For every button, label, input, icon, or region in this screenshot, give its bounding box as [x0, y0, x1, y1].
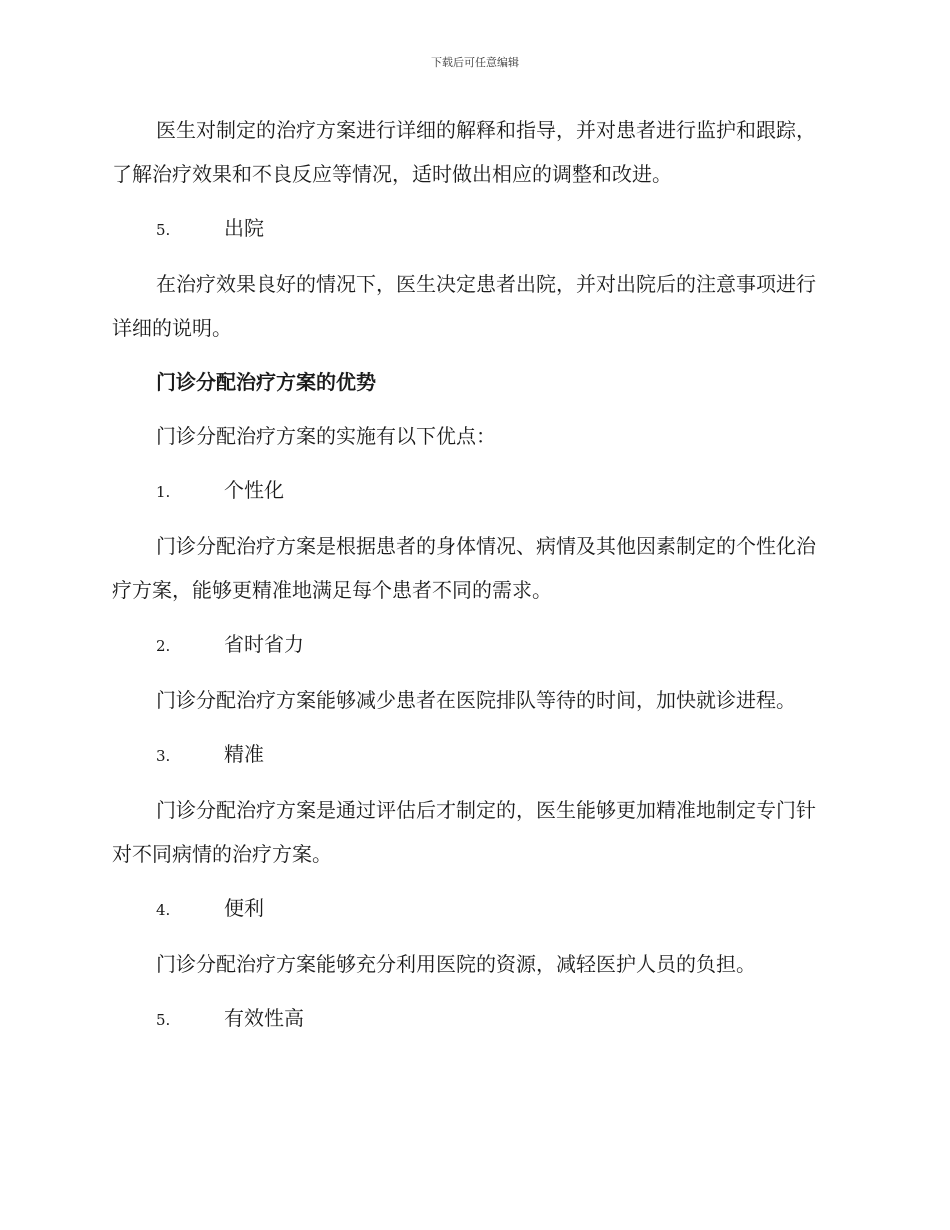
list-item-number: 3.	[156, 747, 171, 765]
list-item	[112, 206, 832, 252]
list-item-number: 2.	[156, 637, 171, 655]
list-item-label: 出院	[224, 216, 264, 240]
list-item	[112, 468, 832, 514]
paragraph: 门诊分配治疗方案是根据患者的身体情况、病情及其他因素制定的个性化治疗方案，能够更精准地满足每个患者不同的需求。	[112, 534, 816, 602]
section-heading: 门诊分配治疗方案的优势	[156, 370, 376, 394]
list-item-number: 5.	[156, 1011, 171, 1029]
paragraph: 在治疗效果良好的情况下，医生决定患者出院，并对出院后的注意事项进行详细的说明。	[112, 272, 816, 340]
list-item-number: 5.	[156, 221, 171, 239]
list-item-label: 精准	[224, 742, 264, 766]
document-body	[112, 108, 832, 1052]
paragraph: 门诊分配治疗方案的实施有以下优点：	[156, 424, 496, 448]
page-header: 下载后可任意编辑	[431, 56, 519, 69]
paragraph: 医生对制定的治疗方案进行详细的解释和指导，并对患者进行监护和跟踪，了解治疗效果和不良反应等情况，适时做出相应的调整和改进。	[112, 118, 816, 186]
paragraph: 门诊分配治疗方案是通过评估后才制定的，医生能够更加精准地制定专门针对不同病情的治疗方案。	[112, 798, 816, 866]
paragraph: 门诊分配治疗方案能够充分利用医院的资源，减轻医护人员的负担。	[156, 952, 756, 976]
list-item-number: 1.	[156, 483, 171, 501]
list-item-label: 便利	[224, 896, 264, 920]
list-item-label: 有效性高	[224, 1006, 304, 1030]
list-item-label: 省时省力	[224, 632, 304, 656]
list-item	[112, 996, 832, 1042]
list-item	[112, 732, 832, 778]
list-item	[112, 886, 832, 932]
list-item-label: 个性化	[224, 478, 284, 502]
list-item-number: 4.	[156, 901, 171, 919]
list-item	[112, 622, 832, 668]
paragraph: 门诊分配治疗方案能够减少患者在医院排队等待的时间，加快就诊进程。	[156, 688, 796, 712]
